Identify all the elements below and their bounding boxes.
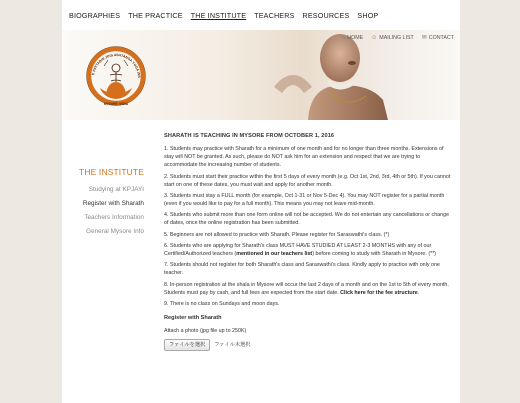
nav-item-teachers[interactable]: TEACHERS (254, 11, 295, 20)
rule-5: 5. Beginners are not allowed to practice with Sharath. Please register for Saraswathi's class. (*) (164, 231, 390, 238)
register-heading: Register with Sharath (164, 315, 222, 322)
hero-banner (62, 30, 460, 120)
rule-4: 4. Students who submit more than one form online will not be accepted. We do not entertain any cancellations or change of dates, once the online registration has been submitted. (164, 212, 450, 227)
contact-label: CONTACT (428, 34, 454, 41)
main-menu (69, 11, 386, 20)
sidebar-item-studying[interactable]: Studying at KPJAYI (88, 186, 144, 193)
utility-links (342, 34, 454, 41)
top-navigation (62, 0, 460, 30)
attach-photo-label: Attach a photo (jpg file up to 250K) (164, 328, 247, 335)
page (62, 0, 460, 403)
sidebar-title: THE INSTITUTE (79, 167, 144, 177)
sidebar-item-teachers-info[interactable]: Teachers Information (84, 214, 144, 221)
content-body (164, 132, 454, 351)
fee-structure-link[interactable]: Click here for the fee structure (340, 289, 418, 296)
content-heading: SHARATH IS TEACHING IN MYSORE FROM OCTOBER 1, 2016 (164, 133, 335, 139)
teachers-list-link[interactable]: mentioned in our teachers list (236, 251, 313, 258)
home-icon: ⌂ (341, 34, 346, 41)
rule-8-text-end: . (417, 289, 420, 296)
rule-2: 2. Students must start their practice within the first 5 days of every month (e.g. Oct 1st, 2nd, 3rd, 4th or 5th). If you cannot start on one of these dates, you must wait and apply for another month. (164, 173, 451, 188)
nav-item-shop[interactable]: SHOP (357, 11, 379, 20)
nav-item-the-institute[interactable]: THE INSTITUTE (190, 11, 247, 20)
home-link[interactable] (342, 34, 364, 41)
mailing-list-label: MAILING LIST (379, 34, 414, 41)
sidebar-item-register[interactable]: Register with Sharath (82, 200, 144, 207)
nav-item-biographies[interactable]: BIOGRAPHIES (69, 11, 121, 20)
sidebar-item-mysore-info[interactable]: General Mysore Info (86, 228, 144, 235)
logo-city-text: MYSORE, INDIA (103, 102, 129, 106)
logo-ring-text: K PATTABHI JOIS ASHTANGA YOGA INS (91, 52, 142, 78)
nav-item-the-practice[interactable]: THE PRACTICE (128, 11, 183, 20)
contact-link[interactable] (422, 34, 454, 41)
mailing-list-link[interactable] (371, 34, 414, 41)
nav-item-resources[interactable]: RESOURCES (302, 11, 350, 20)
institute-logo (84, 44, 148, 108)
mail-icon: ✉ (421, 35, 427, 41)
rule-1: 1. Students may practice with Sharath for a minimum of one month and for no longer than three months. Extensions of stay will NOT be granted. As such, please do NOT ask him for an extension and respect that we are trying to accommodate the increasing number of students. (164, 146, 444, 169)
sidebar (62, 120, 154, 403)
rule-8 (164, 281, 454, 297)
choose-file-button[interactable]: ファイルを選択 (164, 339, 210, 351)
file-upload (164, 339, 454, 351)
rule-7: 7. Students should not register for both Sharath's class and Saraswathi's class. Kindly apply to practice with only one teacher. (164, 262, 440, 277)
rule-6-text-end: ) before coming to study with Sharath in Mysore. (**) (312, 251, 437, 258)
rule-8-text: 8. In-person registration at the shala in Mysore will occur the last 2 days of a month and on the 1st to 5th of every month. Students must pay by cash, and full fees are expected from the start date. (164, 281, 449, 296)
teacher-portrait (248, 30, 418, 120)
main-content (154, 120, 460, 403)
rule-3: 3. Students must stay a FULL month (for example, Oct 1-31 or Nov 5-Dec 4). You may NOT register for a partial month (even if you would like to pay for a full month). This means you may not leave mid-month. (164, 192, 445, 208)
home-label: HOME (347, 34, 364, 41)
people-icon: ☺ (371, 34, 378, 41)
rule-6-text: 6. Students who are applying for Sharath's class MUST HAVE STUDIED AT LEAST 2-3 MONTHS with any of our Certified/Authorized teachers ( (164, 242, 432, 258)
file-status: ファイル未選択 (214, 342, 251, 349)
rule-9: 9. There is no class on Sundays and moon days. (164, 301, 280, 308)
rule-6 (164, 242, 454, 258)
